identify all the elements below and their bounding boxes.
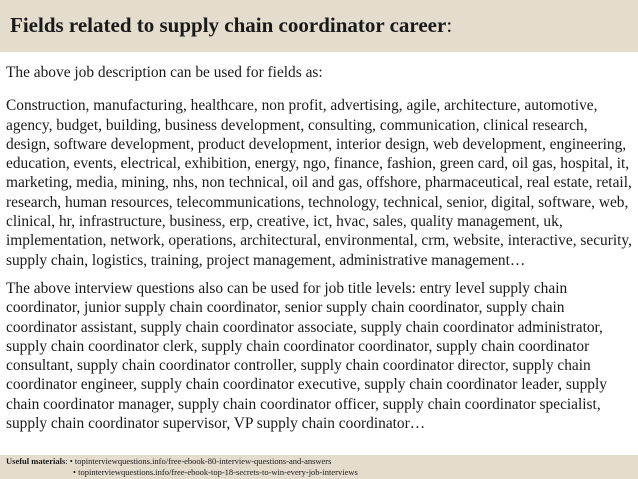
slide-title-text: Fields related to supply chain coordinator career: [10, 13, 447, 37]
footer-label: Useful materials: [6, 456, 66, 466]
fields-paragraph: Construction, manufacturing, healthcare, non profit, advertising, agile, architecture, automotive, agency, budget, building, business development, consulting, communication, clinical research, design, software development, product development, interior design, web development, engineering, education, events, electrical, exhibition, energy, ngo, finance, fashion, green card, oil gas, hospital, it, marketing, media, mining, nhs, non technical, oil and gas, offshore, pharmaceutical, real estate, retail, research, human resources, telecommunications, technology, technical, senior, digital, software, web, clinical, hr, infrastructure, business, erp, creative, ict, hvac, sales, quality management, uk, implementation, network, operations, architectural, environmental, crm, website, interactive, security, supply chain, logistics, training, project management, administrative management…: [6, 97, 632, 269]
footer-link-1[interactable]: • topinterviewquestions.info/free-ebook-80-interview-questions-and-answers: [69, 456, 332, 466]
footer-row-2: [6, 467, 638, 478]
job-levels-paragraph: The above interview questions also can be used for job title levels: entry level supply chain coordinator, junior supply chain coordinator, senior supply chain coordinator, supply chain coordinator assistant, supply chain coordinator associate, supply chain coordinator administrator, supply chain coordinator clerk, supply chain coordinator coordinator, supply chain coordinator consultant, supply chain coordinator controller, supply chain coordinator director, supply chain coordinator engineer, supply chain coordinator executive, supply chain coordinator leader, supply chain coordinator manager, supply chain coordinator officer, supply chain coordinator specialist, supply chain coordinator supervisor, VP supply chain coordinator…: [6, 279, 607, 433]
footer-row-1: [6, 456, 638, 467]
footer-link-2[interactable]: • topinterviewquestions.info/free-ebook-top-18-secrets-to-win-every-job-interviews: [73, 467, 358, 477]
title-bar: [0, 0, 638, 52]
intro-text: The above job description can be used for fields as:: [6, 64, 323, 81]
slide-title: [10, 12, 638, 38]
slide-title-colon: :: [446, 13, 453, 37]
slide-content: [6, 63, 634, 433]
footer-band: [0, 455, 638, 479]
footer-separator: :: [65, 456, 70, 466]
